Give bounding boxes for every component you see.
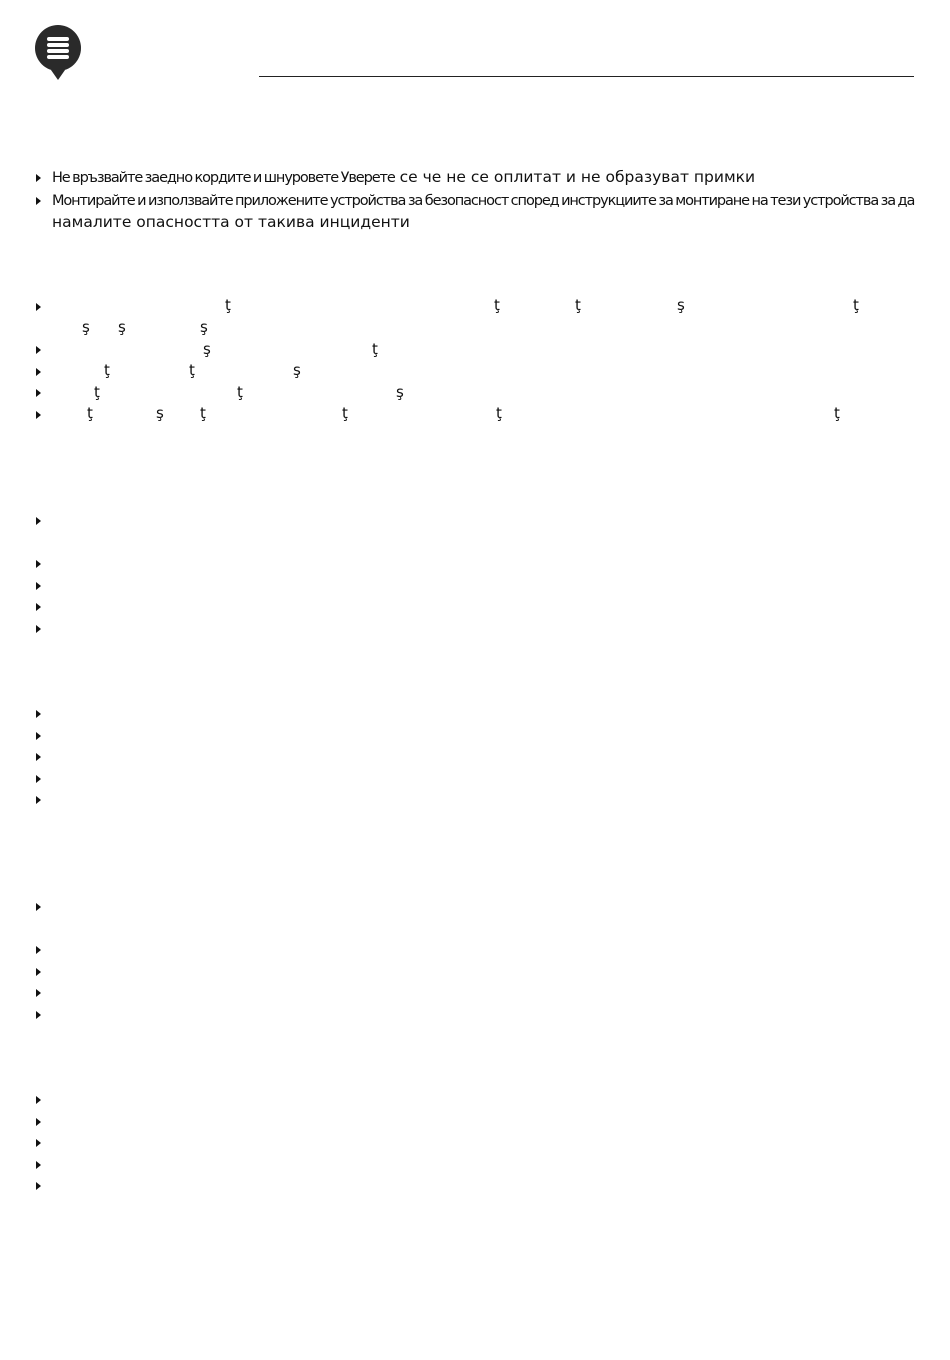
diacritic-mark: ţ (575, 296, 581, 314)
menu-bar (47, 55, 69, 59)
list-item (36, 404, 916, 426)
list-item (36, 361, 916, 383)
bullet-arrow-icon (36, 197, 41, 205)
bullet-list-6 (36, 1089, 916, 1197)
bullet-arrow-icon (36, 1182, 41, 1190)
list-item (36, 1004, 916, 1026)
list-item (36, 961, 916, 983)
list-item-lead: Не връзвайте заедно кордите и шнуровете Уверете (52, 170, 395, 186)
diacritic-mark: ş (82, 318, 90, 336)
bullet-arrow-icon (36, 968, 41, 976)
list-item (36, 746, 916, 768)
header-rule (259, 76, 914, 77)
diacritic-mark: ţ (225, 296, 231, 314)
bullet-arrow-icon (36, 796, 41, 804)
bullet-arrow-icon (36, 1096, 41, 1104)
bullet-arrow-icon (36, 368, 41, 376)
diacritic-mark: ţ (372, 340, 378, 358)
diacritic-mark: ţ (853, 296, 859, 314)
list-item (36, 575, 916, 597)
list-item (36, 1175, 916, 1197)
diacritic-mark: ş (293, 361, 301, 379)
list-item (36, 789, 916, 811)
diacritic-mark: ţ (104, 361, 110, 379)
list-item (36, 982, 916, 1004)
diacritic-mark: ş (118, 318, 126, 336)
list-item (36, 339, 916, 361)
list-item-lead: Монтирайте и използвайте приложените устройства за безопасност според инструкциите за монтиране на тези устройства за да (52, 192, 915, 209)
list-item (36, 703, 916, 725)
bullet-arrow-icon (36, 560, 41, 568)
diacritic-mark: ş (156, 404, 164, 422)
bullet-arrow-icon (36, 1118, 41, 1126)
list-item (36, 553, 916, 575)
diacritic-mark: ş (677, 296, 685, 314)
list-item (36, 382, 916, 404)
menu-bar (47, 37, 69, 41)
bullet-arrow-icon (36, 732, 41, 740)
diacritic-mark: ş (200, 318, 208, 336)
diacritic-mark: ţ (87, 404, 93, 422)
bullet-arrow-icon (36, 411, 41, 419)
bullet-arrow-icon (36, 753, 41, 761)
list-item (36, 618, 916, 640)
list-item (36, 939, 916, 961)
bullet-arrow-icon (36, 603, 41, 611)
bullet-arrow-icon (36, 625, 41, 633)
list-item (36, 1154, 916, 1176)
diacritic-mark: ţ (496, 404, 502, 422)
diacritic-mark: ş (396, 383, 404, 401)
list-item (36, 167, 916, 190)
bullet-arrow-icon (36, 389, 41, 397)
bullet-arrow-icon (36, 303, 41, 311)
menu-bar (47, 43, 69, 47)
bullet-list-4 (36, 703, 916, 811)
list-item-text: намалите опасността от такива инциденти (52, 213, 410, 231)
bullet-arrow-icon (36, 582, 41, 590)
list-item (36, 768, 916, 790)
bullet-arrow-icon (36, 1139, 41, 1147)
diacritic-mark: ţ (342, 404, 348, 422)
list-item (36, 296, 916, 339)
list-item (36, 725, 916, 747)
list-item (36, 510, 916, 532)
list-item-text: се че не се оплитат и не образуват примки (394, 168, 756, 186)
menu-bar (47, 49, 69, 53)
bullet-arrow-icon (36, 775, 41, 783)
list-item (36, 896, 916, 918)
list-item (36, 190, 916, 234)
list-item (36, 1132, 916, 1154)
bullet-list-3 (36, 510, 916, 639)
bullet-arrow-icon (36, 710, 41, 718)
diacritic-mark: ş (203, 340, 211, 358)
diacritic-mark: ţ (200, 404, 206, 422)
diacritic-mark: ţ (494, 296, 500, 314)
bullet-arrow-icon (36, 346, 41, 354)
bullet-arrow-icon (36, 1161, 41, 1169)
diacritic-mark: ţ (94, 383, 100, 401)
diacritic-mark: ţ (189, 361, 195, 379)
list-item (36, 1111, 916, 1133)
hamburger-menu-icon[interactable] (35, 25, 81, 71)
bullet-list-2 (36, 296, 916, 425)
bullet-arrow-icon (36, 1011, 41, 1019)
bullet-arrow-icon (36, 903, 41, 911)
bullet-arrow-icon (36, 989, 41, 997)
safety-list-cords (36, 167, 916, 234)
list-item (36, 1089, 916, 1111)
bullet-list-5 (36, 896, 916, 1025)
bullet-arrow-icon (36, 946, 41, 954)
list-item (36, 596, 916, 618)
diacritic-mark: ţ (834, 404, 840, 422)
bullet-arrow-icon (36, 517, 41, 525)
bullet-arrow-icon (36, 174, 41, 182)
diacritic-mark: ţ (237, 383, 243, 401)
